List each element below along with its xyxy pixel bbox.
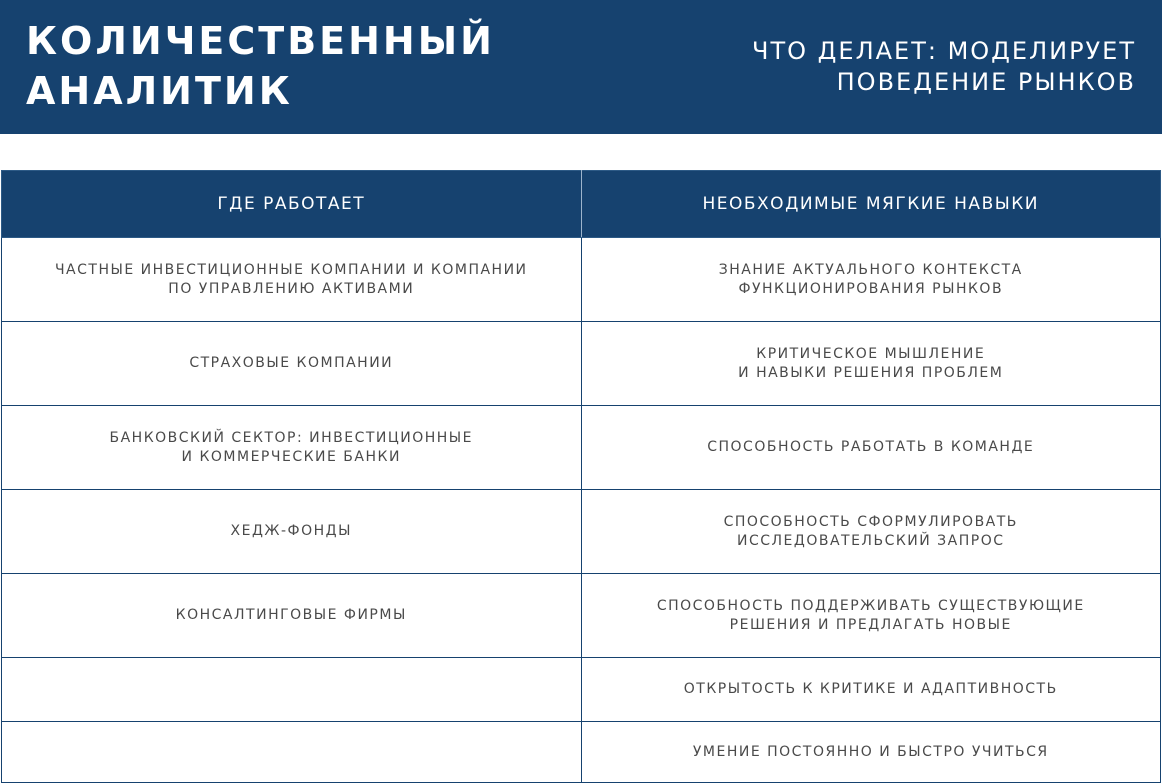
table-row xyxy=(2,490,1161,574)
table-header-row xyxy=(2,171,1161,238)
role-description-line-2: ПОВЕДЕНИЕ РЫНКОВ xyxy=(836,68,1136,96)
workplace-cell: КОНСАЛТИНГОВЫЕ ФИРМЫ xyxy=(2,574,582,658)
table-row xyxy=(2,574,1161,658)
column-header-soft-skills: НЕОБХОДИМЫЕ МЯГКИЕ НАВЫКИ xyxy=(581,171,1161,238)
skill-cell: КРИТИЧЕСКОЕ МЫШЛЕНИЕ И НАВЫКИ РЕШЕНИЯ ПРОБЛЕМ xyxy=(581,322,1161,406)
skill-cell: ОТКРЫТОСТЬ К КРИТИКЕ И АДАПТИВНОСТЬ xyxy=(581,658,1161,722)
page-title-line-1: КОЛИЧЕСТВЕННЫЙ xyxy=(26,19,495,63)
workplace-cell-empty xyxy=(2,658,582,722)
role-description-line-1: ЧТО ДЕЛАЕТ: МОДЕЛИРУЕТ xyxy=(752,37,1136,65)
workplace-cell-empty xyxy=(2,722,582,783)
workplace-cell: ХЕДЖ-ФОНДЫ xyxy=(2,490,582,574)
skill-cell: СПОСОБНОСТЬ РАБОТАТЬ В КОМАНДЕ xyxy=(581,406,1161,490)
skills-table xyxy=(1,170,1161,783)
workplace-cell: ЧАСТНЫЕ ИНВЕСТИЦИОННЫЕ КОМПАНИИ И КОМПАНИИ ПО УПРАВЛЕНИЮ АКТИВАМИ xyxy=(2,238,582,322)
skill-cell: СПОСОБНОСТЬ ПОДДЕРЖИВАТЬ СУЩЕСТВУЮЩИЕ РЕШЕНИЯ И ПРЕДЛАГАТЬ НОВЫЕ xyxy=(581,574,1161,658)
header-banner xyxy=(0,0,1162,134)
skill-cell: ЗНАНИЕ АКТУАЛЬНОГО КОНТЕКСТА ФУНКЦИОНИРОВАНИЯ РЫНКОВ xyxy=(581,238,1161,322)
table-row xyxy=(2,722,1161,783)
table-row xyxy=(2,406,1161,490)
workplace-cell: БАНКОВСКИЙ СЕКТОР: ИНВЕСТИЦИОННЫЕ И КОММЕРЧЕСКИЕ БАНКИ xyxy=(2,406,582,490)
page-title-line-2: АНАЛИТИК xyxy=(26,69,293,113)
workplace-cell: СТРАХОВЫЕ КОМПАНИИ xyxy=(2,322,582,406)
role-description xyxy=(752,36,1136,98)
skill-cell: УМЕНИЕ ПОСТОЯННО И БЫСТРО УЧИТЬСЯ xyxy=(581,722,1161,783)
table-row xyxy=(2,238,1161,322)
page-title xyxy=(26,16,495,116)
table-row xyxy=(2,658,1161,722)
column-header-workplace: ГДЕ РАБОТАЕТ xyxy=(2,171,582,238)
skill-cell: СПОСОБНОСТЬ СФОРМУЛИРОВАТЬ ИССЛЕДОВАТЕЛЬСКИЙ ЗАПРОС xyxy=(581,490,1161,574)
table-row xyxy=(2,322,1161,406)
